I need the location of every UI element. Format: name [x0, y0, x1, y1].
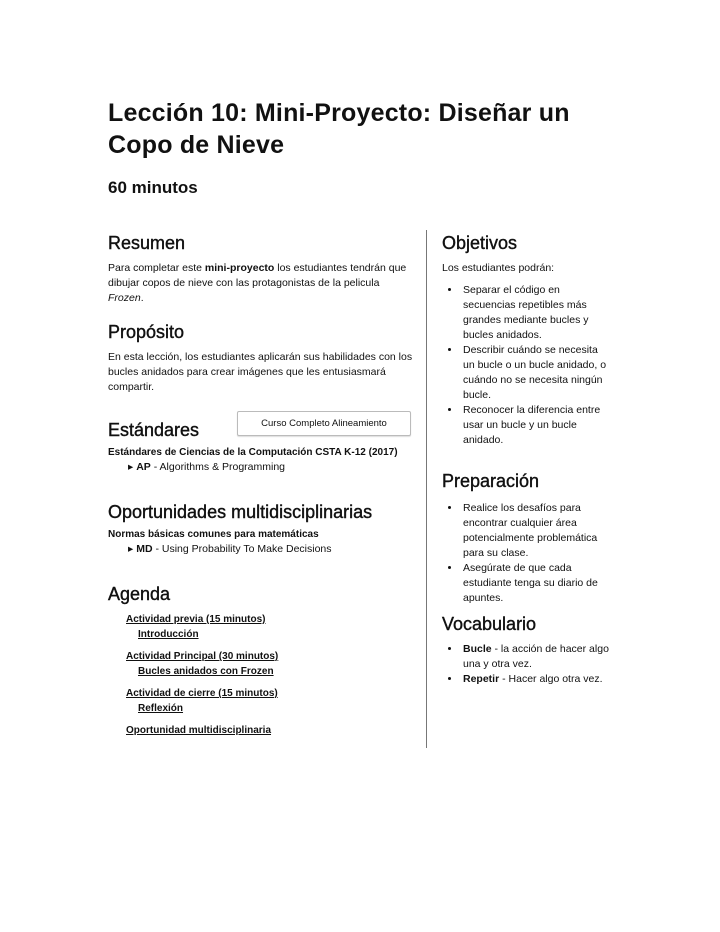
agenda-link[interactable]: Actividad previa (15 minutos) — [126, 614, 266, 625]
preparacion-section — [442, 470, 612, 606]
objetivos-heading: Objetivos — [442, 233, 518, 253]
agenda-sublink[interactable]: Bucles anidados con Frozen — [138, 666, 274, 677]
full-course-alignment-button[interactable]: Curso Completo Alineamiento — [237, 411, 411, 436]
standards-group: Estándares de Ciencias de la Computación CSTA K-12 (2017) — [108, 447, 398, 458]
estandares-heading: Estándares — [108, 420, 200, 440]
agenda-link[interactable]: Actividad de cierre (15 minutos) — [126, 688, 278, 699]
objetivos-intro: Los estudiantes podrán: — [442, 262, 555, 274]
oportunidades-heading: Oportunidades multidisciplinarias — [108, 502, 373, 522]
proposito-text: En esta lección, los estudiantes aplicarán sus habilidades con los bucles anidados para crear imágenes que les entusiasmará compartir. — [108, 351, 413, 393]
vocab-item: • Bucle - la acción de hacer algo una y otra vez. — [461, 642, 612, 672]
page-title: Lección 10: Mini-Proyecto: Diseñar un Copo de Nieve — [108, 99, 570, 159]
agenda-section — [108, 583, 413, 745]
agenda-link[interactable]: Actividad Principal (30 minutos) — [126, 651, 279, 662]
prep-item: • Realice los desafíos para encontrar cualquier área potencialmente problemática para su clase. — [461, 501, 612, 561]
objective-item: • Separar el código en secuencias repetibles más grandes mediante bucles y bucles anidados. — [461, 283, 612, 343]
objetivos-section — [442, 232, 612, 448]
objective-item: • Describir cuándo se necesita un bucle o un bucle anidado, o cuándo no se necesita ningún bucle. — [461, 343, 612, 403]
prep-item: • Asegúrate de que cada estudiante tenga su diario de apuntes. — [461, 561, 612, 606]
standard-item[interactable]: ▸ MD - Using Probability To Make Decisions — [128, 543, 332, 555]
vocabulario-heading: Vocabulario — [442, 614, 537, 634]
vocabulario-section — [442, 613, 612, 687]
agenda-link[interactable]: Oportunidad multidisciplinaria — [126, 725, 272, 736]
objective-item: • Reconocer la diferencia entre usar un bucle y un bucle anidado. — [461, 403, 612, 448]
preparacion-heading: Preparación — [442, 471, 540, 491]
resumen-heading: Resumen — [108, 233, 186, 253]
proposito-section — [108, 321, 413, 395]
duration: 60 minutos — [108, 178, 198, 197]
column-divider — [426, 230, 427, 748]
agenda-sublink[interactable]: Introducción — [138, 629, 199, 640]
resumen-section — [108, 232, 413, 306]
agenda-heading: Agenda — [108, 584, 171, 604]
standard-item[interactable]: ▸ AP - Algorithms & Programming — [128, 461, 286, 473]
resumen-text: Para completar este mini-proyecto los estudiantes tendrán que dibujar copos de nieve con las protagonistas de la pelicula Frozen. — [108, 262, 407, 304]
oportunidades-section — [108, 501, 413, 555]
proposito-heading: Propósito — [108, 322, 185, 342]
agenda-sublink[interactable]: Reflexión — [138, 703, 184, 714]
math-standards-group: Normas básicas comunes para matemáticas — [108, 529, 319, 540]
vocab-item: • Repetir - Hacer algo otra vez. — [461, 672, 612, 687]
